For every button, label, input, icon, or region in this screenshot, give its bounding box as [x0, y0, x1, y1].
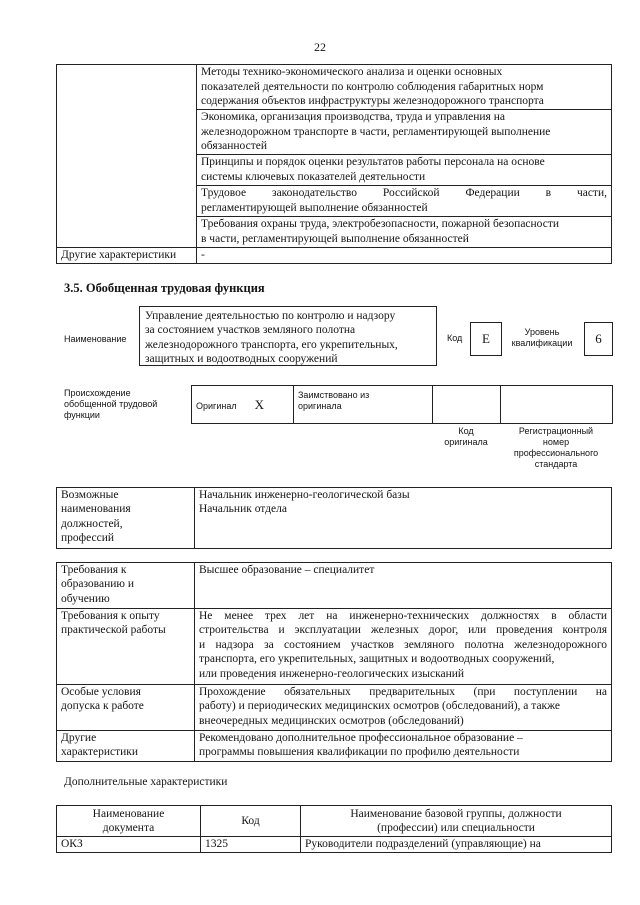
requirement-label: [57, 731, 195, 762]
header-group-name: [301, 806, 612, 837]
requirement-value: [195, 685, 612, 731]
code-value-box: E: [470, 322, 502, 356]
borrowed-cell: [294, 386, 433, 424]
knowledge-line: Требования охраны труда, электробезопасности, пожарной безопасности: [201, 218, 560, 230]
additional-table: [56, 805, 612, 853]
positions-label: [57, 488, 195, 549]
function-name-box: [139, 306, 437, 366]
knowledge-line: Методы технико-экономического анализа и оценки основных: [201, 66, 503, 78]
knowledge-line: обязанностей: [201, 140, 267, 153]
knowledge-row: [197, 217, 612, 248]
requirement-value-line: Рекомендовано дополнительное профессиональное образование –: [199, 732, 523, 744]
level-label-line: Уровень: [524, 327, 560, 337]
requirement-value: [195, 731, 612, 762]
positions-table: [56, 487, 612, 549]
requirement-value-line: программы повышения квалификации по профилю деятельности: [199, 746, 520, 759]
requirement-label-line: Требования к: [61, 564, 127, 576]
knowledge-label-cell: [57, 65, 197, 248]
knowledge-table: [56, 64, 612, 264]
origin-label-line: функции: [64, 410, 100, 420]
position-item: Начальник отдела: [199, 503, 287, 516]
additional-heading: Дополнительные характеристики: [64, 776, 228, 788]
knowledge-row: [197, 65, 612, 110]
borrowed-label-line: Заимствовано из: [298, 390, 370, 400]
knowledge-line: регламентирующей выполнение обязанностей: [201, 201, 428, 214]
requirement-value: [195, 609, 612, 685]
requirement-label-line: Особые условия: [61, 686, 141, 698]
positions-label-line: наименования: [61, 503, 131, 516]
requirement-value-line: строительства и эксплуатации железных дорог, или проведения контроля: [199, 624, 607, 637]
level-label: [507, 327, 577, 349]
origin-table: [191, 385, 613, 424]
knowledge-line: Принципы и порядок оценки результатов работы персонала на основе: [201, 156, 545, 168]
requirement-value: [195, 563, 612, 609]
requirement-value-line: Высшее образование – специалитет: [199, 564, 375, 576]
requirement-label-line: практической работы: [61, 624, 166, 637]
reg-number-caption-line: профессионального: [513, 448, 599, 458]
origin-label: [64, 388, 157, 421]
header-line: Код: [241, 814, 260, 827]
requirement-label-line: образованию и: [61, 578, 134, 591]
positions-label-line: должностей,: [61, 517, 123, 530]
requirement-label-line: обучению: [61, 592, 110, 605]
page-number: 22: [314, 40, 326, 54]
requirement-label: [57, 563, 195, 609]
requirement-label: [57, 609, 195, 685]
positions-value: [195, 488, 612, 549]
requirement-label-line: характеристики: [61, 746, 139, 759]
requirement-value-line: транспорта, его укрепительных, защитных и водоотводных сооружений,: [199, 653, 555, 666]
requirement-value-line: и надзора за состоянием участков земляного полотна железнодорожного: [199, 638, 607, 651]
original-mark: X: [254, 396, 264, 412]
function-name-line: Управление деятельностью по контролю и надзору: [145, 310, 396, 322]
knowledge-row: [197, 186, 612, 217]
knowledge-line: Трудовое законодательство Российской Федерации в части,: [201, 187, 607, 199]
header-line: Наименование: [92, 807, 165, 820]
header-line: документа: [102, 822, 155, 834]
code-label: Код: [447, 333, 463, 343]
original-label: Оригинал: [196, 400, 237, 411]
requirement-value-line: внеочередных медицинских осмотров (обследований): [199, 714, 464, 727]
knowledge-line: Экономика, организация производства, труда и управления на: [201, 111, 505, 123]
requirement-label-line: Другие: [61, 732, 97, 744]
requirement-label: [57, 685, 195, 731]
knowledge-row: [197, 110, 612, 155]
knowledge-line: содержания объектов инфраструктуры железнодорожного транспорта: [201, 95, 544, 108]
cell-group-name: Руководители подразделений (управляющие) на: [301, 837, 612, 853]
level-label-line: квалификации: [511, 338, 573, 348]
positions-label-line: Возможные: [61, 489, 119, 501]
requirements-table: [56, 562, 612, 762]
requirement-label-line: Требования к опыту: [61, 610, 160, 622]
origin-reg-cell: [501, 386, 613, 424]
cell-document: ОКЗ: [57, 837, 201, 853]
requirement-value-line: работу) и периодических медицинских осмотров (обследований), а также: [199, 700, 561, 713]
section-heading: 3.5. Обобщенная трудовая функция: [64, 281, 265, 295]
knowledge-line: железнодорожном транспорте в части, регламентирующей выполнение: [201, 125, 551, 138]
origin-original-cell: [192, 386, 294, 424]
code-original-caption-line: Код: [458, 426, 474, 436]
requirement-label-line: допуска к работе: [61, 700, 144, 713]
positions-label-line: профессий: [61, 532, 115, 545]
function-name-line: железнодорожного транспорта, его укрепительных,: [145, 338, 398, 351]
header-line: Наименование базовой группы, должности: [350, 807, 562, 820]
origin-label-line: обобщенной трудовой: [64, 399, 158, 409]
requirement-value-line: Прохождение обязательных предварительных (при поступлении на: [199, 686, 607, 698]
requirement-value-line: Не менее трех лет на инженерно-технических должностях в области: [199, 610, 607, 622]
reg-number-caption-line: номер: [542, 437, 570, 447]
position-item: Начальник инженерно-геологической базы: [199, 489, 410, 501]
knowledge-line: в части, регламентирующей выполнение обязанностей: [201, 232, 469, 245]
reg-number-caption-line: Регистрационный: [518, 426, 594, 436]
code-original-caption: [432, 426, 500, 448]
knowledge-line: системы ключевых показателей деятельности: [201, 170, 426, 183]
function-name-line: защитных и водоотводных сооружений: [145, 353, 338, 366]
header-code: [201, 806, 301, 837]
code-original-caption-line: оригинала: [444, 437, 488, 447]
function-name-line: за состоянием участков земляного полотна: [145, 324, 356, 337]
origin-label-line: Происхождение: [64, 388, 131, 398]
reg-number-caption: [500, 426, 612, 470]
knowledge-line: показателей деятельности по контролю соблюдения габаритных норм: [201, 80, 544, 93]
header-document-name: [57, 806, 201, 837]
other-characteristics-label: Другие характеристики: [57, 248, 197, 264]
requirement-value-line: или проведения инженерно-геологических изысканий: [199, 667, 465, 680]
cell-code: 1325: [201, 837, 301, 853]
header-line: (профессии) или специальности: [377, 822, 535, 834]
other-characteristics-value: -: [197, 248, 612, 264]
origin-code-cell: [433, 386, 501, 424]
borrowed-label-line: оригинала: [298, 401, 342, 411]
name-label: Наименование: [64, 334, 127, 344]
knowledge-row: [197, 155, 612, 186]
table-row: [57, 837, 612, 853]
level-value-box: 6: [584, 322, 613, 356]
reg-number-caption-line: стандарта: [534, 459, 578, 469]
